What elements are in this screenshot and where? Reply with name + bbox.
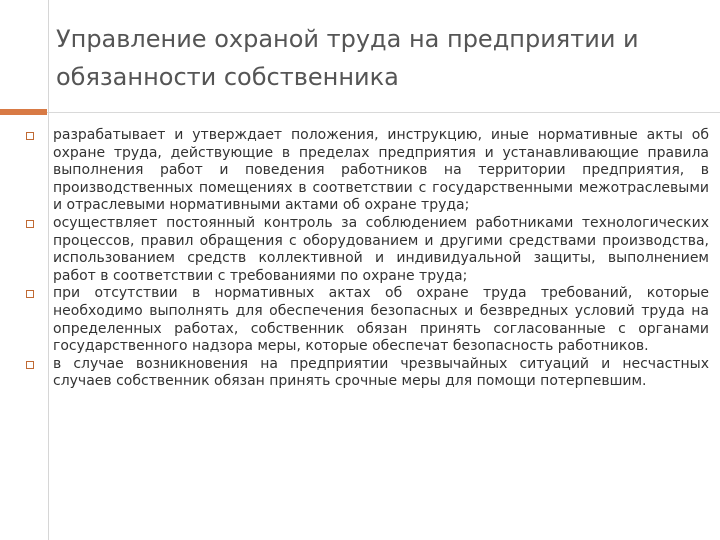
list-item [26,285,709,355]
bullet-list [26,127,709,391]
hollow-square-icon [26,361,34,369]
slide-title: Управление охраной труда на предприятии и обязанности собственника [56,25,639,91]
list-item-text: при отсутствии в нормативных актах об охране труда требований, которые необходимо выполнять для обеспечения безопасных и безвредных условий труда на определенных работах, собственник обязан принять согласованные с органами государственного надзора меры, которые обеспечат безопасность работников. [53,285,709,355]
list-item [26,215,709,285]
list-item-text: в случае возникновения на предприятии чрезвычайных ситуаций и несчастных случаев собственник обязан принять срочные меры для помощи потерпевшим. [53,355,709,390]
list-item [26,356,709,391]
hollow-square-icon [26,132,34,140]
list-item-text: разрабатывает и утверждает положения, инструкцию, иные нормативные акты об охране труда, действующие в пределах предприятия и устанавливающие правила выполнения работ и поведения работников на территории предприятия, в производственных помещениях в соответствии с государственными межотраслевыми и отраслевыми нормативными актами об охране труда; [53,127,709,214]
hollow-square-icon [26,220,34,228]
title-divider-rule [0,112,720,113]
hollow-square-icon [26,290,34,298]
list-item [26,127,709,215]
list-item-text: осуществляет постоянный контроль за соблюдением работниками технологических процессов, правил обращения с оборудованием и другими средствами производства, использованием средств коллективной и индивидуальной защиты, выполнением работ в соответствии с требованиями по охране труда; [53,214,709,284]
accent-bar [0,109,47,115]
